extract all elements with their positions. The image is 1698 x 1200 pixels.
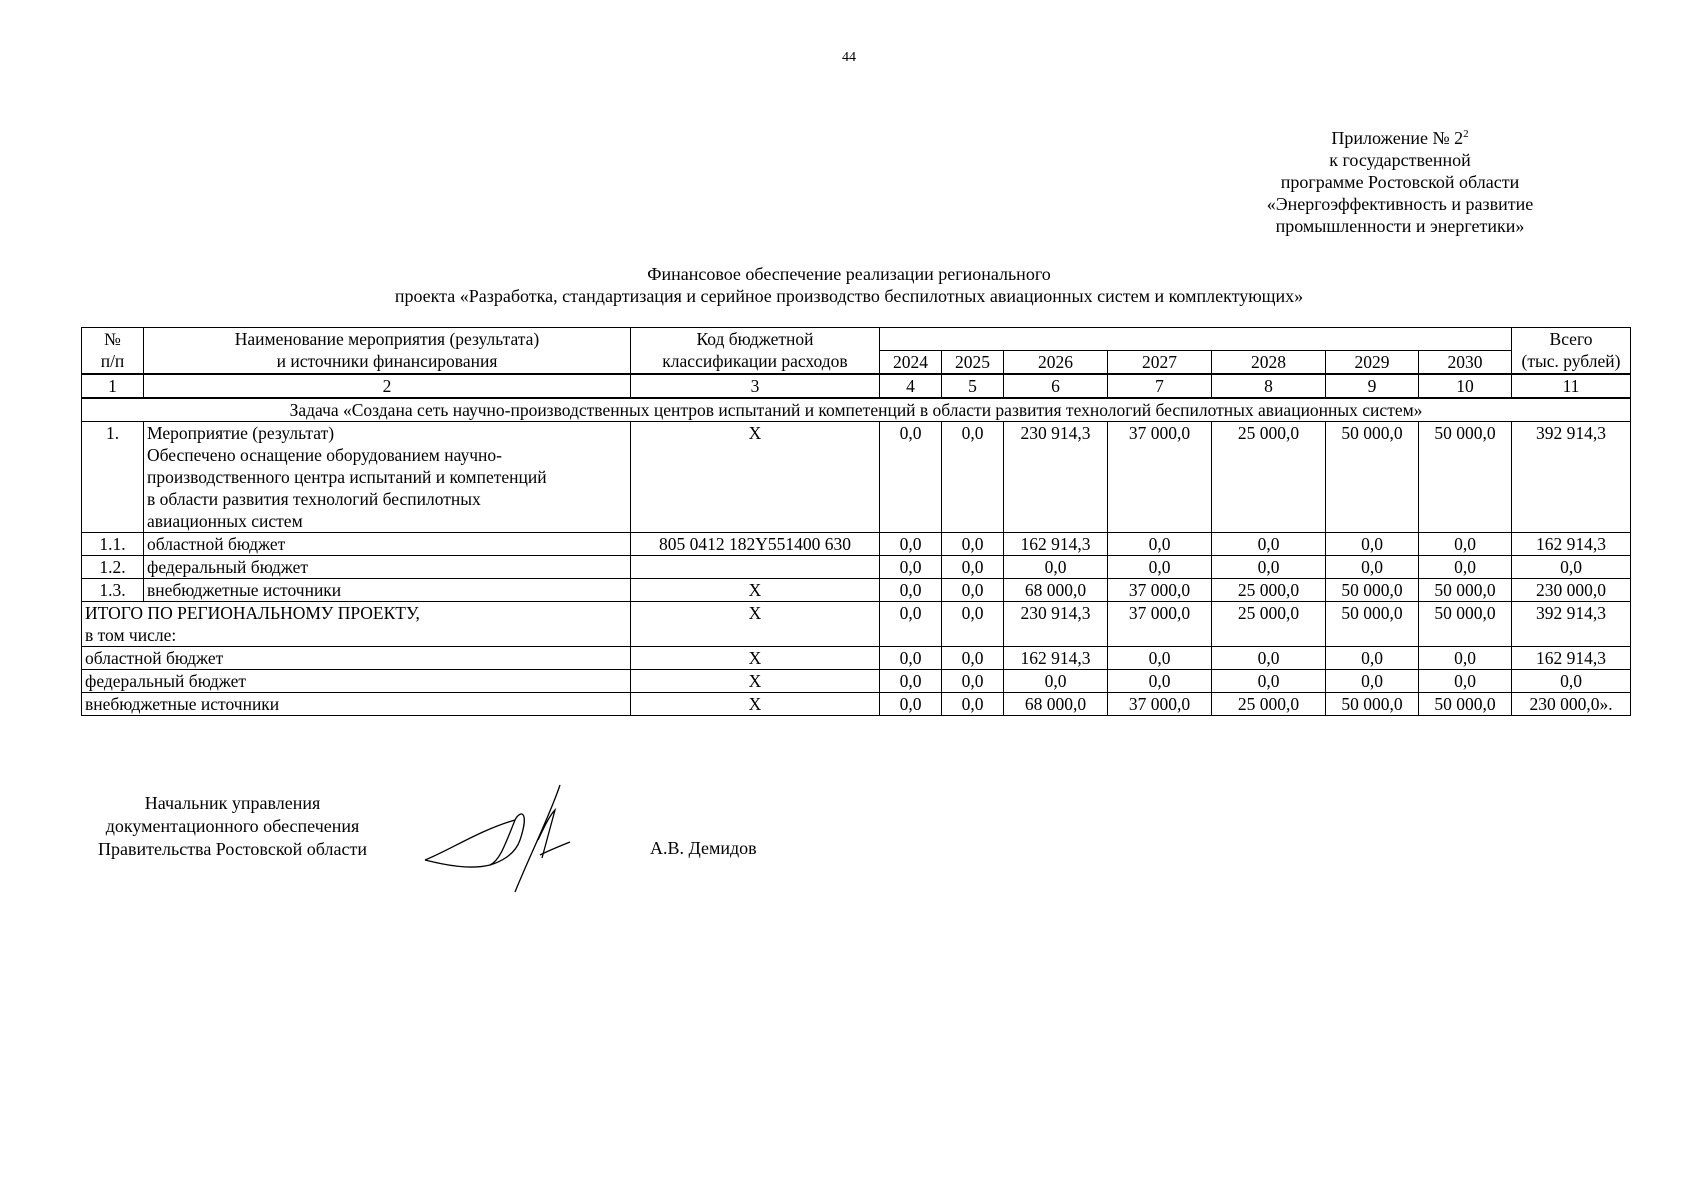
row-value: 0,0: [1212, 556, 1326, 579]
row-value: 50 000,0: [1326, 579, 1419, 602]
row-value: 0,0: [1326, 533, 1419, 556]
header-year: 2027: [1108, 351, 1212, 375]
row-value: 25 000,0: [1212, 579, 1326, 602]
totals-value: 0,0: [1419, 647, 1512, 670]
header-year: 2026: [1004, 351, 1108, 375]
table-row: [82, 579, 1631, 602]
column-number: 8: [1212, 374, 1326, 398]
totals-name: ИТОГО ПО РЕГИОНАЛЬНОМУ ПРОЕКТУ, в том числе:: [82, 602, 631, 647]
totals-value: 68 000,0: [1004, 693, 1108, 716]
row-value: 0,0: [1326, 556, 1419, 579]
totals-value: 0,0: [880, 602, 942, 647]
totals-value: 37 000,0: [1108, 602, 1212, 647]
totals-value: 0,0: [1108, 670, 1212, 693]
row-value: 50 000,0: [1326, 422, 1419, 533]
row-name: федеральный бюджет: [144, 556, 631, 579]
row-value: 37 000,0: [1108, 579, 1212, 602]
signer-position-line-3: Правительства Ростовской области: [98, 839, 367, 859]
row-value: 0,0: [880, 533, 942, 556]
row-value: 50 000,0: [1419, 422, 1512, 533]
totals-value: 25 000,0: [1212, 602, 1326, 647]
header-years-group: [880, 328, 1512, 351]
totals-value: 50 000,0: [1326, 693, 1419, 716]
row-number: 1.: [82, 422, 144, 533]
totals-value: 50 000,0: [1419, 602, 1512, 647]
header-name: Наименование мероприятия (результата) и источники финансирования: [144, 328, 631, 375]
totals-row: [82, 647, 1631, 670]
column-number: 11: [1512, 374, 1631, 398]
table-row: [82, 556, 1631, 579]
document-title: [0, 263, 1698, 307]
signer-position-line-1: Начальник управления: [144, 793, 321, 813]
totals-value: 0,0: [880, 693, 942, 716]
totals-value: 0,0: [1108, 647, 1212, 670]
totals-value: 230 914,3: [1004, 602, 1108, 647]
totals-row: [82, 670, 1631, 693]
row-value: 0,0: [942, 579, 1004, 602]
appendix-header: [1230, 123, 1570, 237]
row-value: 0,0: [942, 422, 1004, 533]
title-line-1: Финансовое обеспечение реализации регионального: [647, 264, 1051, 284]
column-number: 7: [1108, 374, 1212, 398]
totals-value: 50 000,0: [1419, 693, 1512, 716]
totals-value: 0,0: [1326, 647, 1419, 670]
row-value: 0,0: [1004, 556, 1108, 579]
totals-budget-code: X: [631, 670, 880, 693]
totals-row: [82, 602, 1631, 647]
row-name: Мероприятие (результат) Обеспечено оснащение оборудованием научно- производственного центра испытаний и компетенций в области развития технологий беспилотных авиационных систем: [144, 422, 631, 533]
row-value: 230 914,3: [1004, 422, 1108, 533]
row-number: 1.1.: [82, 533, 144, 556]
totals-value: 0,0: [942, 670, 1004, 693]
row-value: 0,0: [880, 556, 942, 579]
row-budget-code: 805 0412 182Y551400 630: [631, 533, 880, 556]
row-value: 0,0: [1419, 556, 1512, 579]
row-value: 0,0: [1108, 533, 1212, 556]
totals-value: 0,0: [942, 602, 1004, 647]
table-row: [82, 422, 1631, 533]
totals-value: 0,0: [1004, 670, 1108, 693]
column-number: 9: [1326, 374, 1419, 398]
table-row: [82, 533, 1631, 556]
header-total: Всего (тыс. рублей): [1512, 328, 1631, 375]
row-value: 0,0: [1212, 533, 1326, 556]
totals-value: 0,0: [942, 693, 1004, 716]
totals-value: 0,0: [880, 670, 942, 693]
row-budget-code: [631, 556, 880, 579]
column-number: 10: [1419, 374, 1512, 398]
page-number: 44: [842, 50, 856, 65]
totals-value: 25 000,0: [1212, 693, 1326, 716]
column-numbers-row: [82, 374, 1631, 398]
totals-value: 0,0: [1212, 647, 1326, 670]
totals-value: 50 000,0: [1326, 602, 1419, 647]
column-number: 1: [82, 374, 144, 398]
row-value: 0,0: [1108, 556, 1212, 579]
task-title: Задача «Создана сеть научно-производственных центров испытаний и компетенций в области развития технологий беспилотных авиационных систем»: [82, 398, 1631, 422]
row-value: 25 000,0: [1212, 422, 1326, 533]
totals-name: внебюджетные источники: [82, 693, 631, 716]
column-number: 4: [880, 374, 942, 398]
column-number: 5: [942, 374, 1004, 398]
row-value: 0,0: [880, 422, 942, 533]
header-year: 2029: [1326, 351, 1419, 375]
appendix-line-3: программе Ростовской области: [1280, 172, 1520, 192]
totals-value: 162 914,3: [1004, 647, 1108, 670]
row-total: 230 000,0: [1512, 579, 1631, 602]
row-value: 0,0: [942, 556, 1004, 579]
header-year: 2025: [942, 351, 1004, 375]
signer-name: А.В. Демидов: [650, 838, 757, 858]
header-num: № п/п: [82, 328, 144, 375]
row-total: 162 914,3: [1512, 533, 1631, 556]
totals-name: областной бюджет: [82, 647, 631, 670]
row-value: 162 914,3: [1004, 533, 1108, 556]
appendix-line-4: «Энергоэффективность и развитие: [1266, 194, 1534, 214]
row-number: 1.2.: [82, 556, 144, 579]
totals-value: 0,0: [942, 647, 1004, 670]
totals-value: 0,0: [1419, 670, 1512, 693]
totals-value: 0,0: [1326, 670, 1419, 693]
totals-budget-code: X: [631, 693, 880, 716]
financing-table: [81, 327, 1631, 716]
totals-value: 37 000,0: [1108, 693, 1212, 716]
appendix-line-2: к государственной: [1329, 150, 1471, 170]
row-number: 1.3.: [82, 579, 144, 602]
row-name: внебюджетные источники: [144, 579, 631, 602]
totals-total: 230 000,0».: [1512, 693, 1631, 716]
totals-total: 162 914,3: [1512, 647, 1631, 670]
column-number: 2: [144, 374, 631, 398]
row-value: 68 000,0: [1004, 579, 1108, 602]
row-value: 37 000,0: [1108, 422, 1212, 533]
row-name: областной бюджет: [144, 533, 631, 556]
totals-value: 0,0: [880, 647, 942, 670]
header-row: [82, 328, 1631, 351]
totals-row: [82, 693, 1631, 716]
row-total: 392 914,3: [1512, 422, 1631, 533]
row-value: 0,0: [942, 533, 1004, 556]
totals-budget-code: X: [631, 647, 880, 670]
header-year: 2030: [1419, 351, 1512, 375]
header-year: 2028: [1212, 351, 1326, 375]
column-number: 3: [631, 374, 880, 398]
totals-total: 392 914,3: [1512, 602, 1631, 647]
totals-name: федеральный бюджет: [82, 670, 631, 693]
row-budget-code: X: [631, 579, 880, 602]
row-value: 0,0: [1419, 533, 1512, 556]
totals-budget-code: X: [631, 602, 880, 647]
row-budget-code: X: [631, 422, 880, 533]
totals-value: 0,0: [1212, 670, 1326, 693]
handwritten-signature: [420, 780, 600, 895]
row-value: 0,0: [880, 579, 942, 602]
appendix-line-1: Приложение № $2^2$: [1331, 128, 1469, 148]
row-value: 50 000,0: [1419, 579, 1512, 602]
totals-total: 0,0: [1512, 670, 1631, 693]
column-number: 6: [1004, 374, 1108, 398]
title-line-2: проекта «Разработка, стандартизация и серийное производство беспилотных авиационных систем и комплектующих»: [394, 286, 1304, 306]
header-year: 2024: [880, 351, 942, 375]
signature-block: [80, 792, 385, 861]
appendix-line-5: промышленности и энергетики»: [1275, 216, 1525, 236]
row-total: 0,0: [1512, 556, 1631, 579]
signer-position-line-2: документационного обеспечения: [105, 816, 360, 836]
task-row: [82, 398, 1631, 422]
header-code: Код бюджетной классификации расходов: [631, 328, 880, 375]
